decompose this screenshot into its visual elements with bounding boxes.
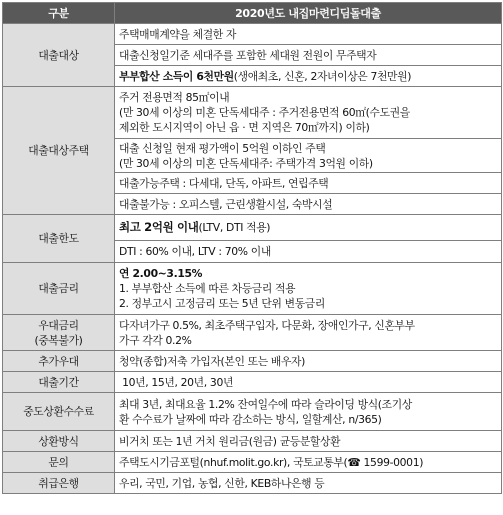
- target-line3: [115, 66, 502, 87]
- fee-line1: 최대 3년, 최대요율 1.2% 잔여일수에 따라 슬라이딩 방식(조기상: [119, 397, 412, 411]
- target-income-bold: 부부합산 소득이 6천만원: [119, 69, 234, 83]
- label-inquiry: 문의: [3, 452, 115, 473]
- rate-line3: 2. 정부고시 고정금리 또는 5년 단위 변동금리: [119, 297, 325, 310]
- pref-rate-line2: 가구 각각 0.2%: [119, 333, 192, 347]
- header-row: [3, 3, 502, 24]
- label-loan-rate: 대출금리: [3, 263, 115, 315]
- label-prepayment-fee: 중도상환수수료: [3, 393, 115, 431]
- pref-label-line1: 우대금리: [38, 318, 79, 332]
- inquiry-text: 주택도시기금포털(nhuf.molit.go.kr), 국토교통부(☎ 1599-0001): [115, 452, 502, 473]
- target-line2: 대출신청일기준 세대주를 포함한 세대원 전원이 무주택자: [115, 45, 502, 66]
- house-allowed: 대출가능주택 : 다세대, 단독, 아파트, 연립주택: [115, 173, 502, 194]
- loan-term-text: 10년, 15년, 20년, 30년: [115, 372, 502, 393]
- label-extra-preference: 추가우대: [3, 351, 115, 372]
- fee-line2: 환 수수료가 날짜에 따라 감소하는 방식, 일할계산, n/365): [119, 412, 382, 426]
- pref-label-line2: (중복불가): [34, 333, 83, 347]
- limit-line1: [115, 215, 502, 241]
- header-category: 구분: [3, 3, 115, 24]
- label-loan-term: 대출기간: [3, 372, 115, 393]
- rate-line2: 1. 부부합산 소득에 따른 차등금리 적용: [119, 282, 296, 295]
- prepayment-fee-content: [115, 393, 502, 431]
- house-area-line1: 주거 전용면적 85㎡이내: [119, 91, 230, 104]
- label-preferential-rate: [3, 315, 115, 351]
- house-price-line1: 대출 신청일 현재 평가액이 5억원 이하인 주택: [119, 141, 326, 155]
- label-repayment-method: 상환방식: [3, 431, 115, 452]
- house-price: [115, 139, 502, 173]
- pref-rate-line1: 다자녀가구 0.5%, 최초주택구입자, 다문화, 장애인가구, 신혼부부: [119, 318, 415, 332]
- rate-content: [115, 263, 502, 315]
- repayment-method-text: 비거치 또는 1년 거치 원리금(원금) 균등분할상환: [115, 431, 502, 452]
- target-line1: 주택매매계약을 체결한 자: [115, 24, 502, 45]
- house-area-line3: 제외한 도시지역이 아닌 읍 · 면 지역은 70㎡까지) 이하): [119, 121, 370, 134]
- loan-info-table: [2, 2, 502, 494]
- rate-range: 연 2.00~3.15%: [119, 267, 203, 280]
- limit-max-bold: 최고 2억원 이내: [119, 220, 199, 234]
- label-handling-banks: 취급은행: [3, 473, 115, 494]
- limit-line2: DTI : 60% 이내, LTV : 70% 이내: [115, 241, 502, 263]
- house-area: [115, 87, 502, 139]
- house-area-line2: (만 30세 이상의 미혼 단독세대주 : 주거전용면적 60㎡(수도권을: [119, 106, 410, 119]
- target-income-rest: (생애최초, 신혼, 2자녀이상은 7천만원): [233, 69, 412, 83]
- label-loan-house: 대출대상주택: [3, 87, 115, 215]
- pref-rate-content: [115, 315, 502, 351]
- label-loan-limit: 대출한도: [3, 215, 115, 263]
- extra-preference-text: 청약(종합)저축 가입자(본인 또는 배우자): [115, 351, 502, 372]
- handling-banks-text: 우리, 국민, 기업, 농협, 신한, KEB하나은행 등: [115, 473, 502, 494]
- header-title: 2020년도 내집마련디딤돌대출: [115, 3, 502, 24]
- label-loan-target: 대출대상: [3, 24, 115, 87]
- house-price-line2: (만 30세 이상의 미혼 단독세대주: 주택가격 3억원 이하): [119, 156, 373, 170]
- house-disallowed: 대출불가능 : 오피스텔, 근린생활시설, 숙박시설: [115, 194, 502, 215]
- limit-max-rest: (LTV, DTI 적용): [198, 221, 271, 234]
